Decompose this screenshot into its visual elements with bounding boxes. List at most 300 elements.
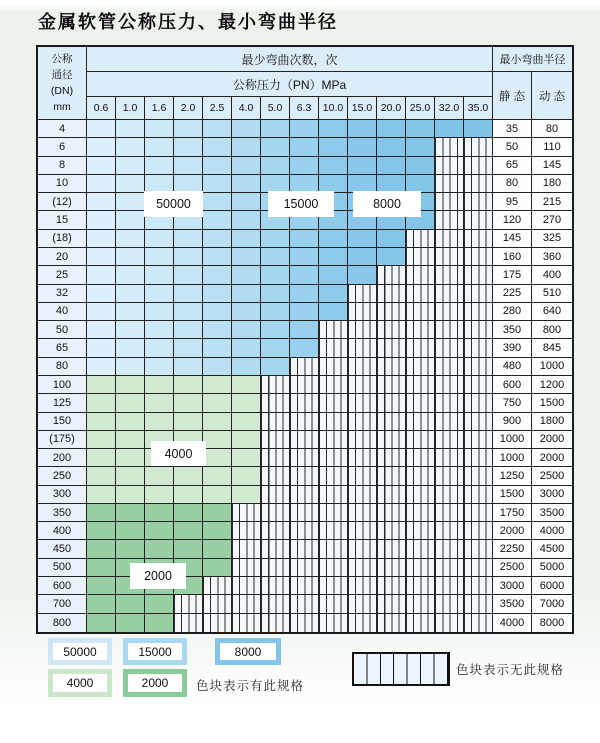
- no-spec-cell: [435, 376, 464, 394]
- table-row: [38, 394, 572, 412]
- no-spec-cell: [232, 522, 261, 540]
- static-radius-cell: 95: [493, 193, 532, 211]
- spec-cell: [116, 248, 145, 266]
- dn-cell: 80: [38, 358, 87, 376]
- spec-cell: [116, 193, 145, 211]
- spec-cell: [174, 358, 203, 376]
- static-radius-cell: 160: [493, 248, 532, 266]
- dn-cell: 250: [38, 467, 87, 485]
- spec-cell: [116, 321, 145, 339]
- spec-cell: [87, 193, 116, 211]
- spec-cell: [261, 285, 290, 303]
- spec-cell: [261, 230, 290, 248]
- spec-cell: [203, 175, 232, 193]
- table-row: [38, 559, 572, 577]
- spec-cell: [232, 486, 261, 504]
- spec-cell: [319, 157, 348, 175]
- static-radius-cell: 3000: [493, 577, 532, 595]
- pressure-col-header: 2.0: [174, 97, 203, 120]
- no-spec-cell: [406, 540, 435, 558]
- spec-cell: [87, 376, 116, 394]
- no-spec-cell: [464, 431, 493, 449]
- pressure-col-header: 1.6: [145, 97, 174, 120]
- no-spec-cell: [290, 577, 319, 595]
- no-spec-cell: [377, 285, 406, 303]
- static-radius-cell: 80: [493, 175, 532, 193]
- no-spec-cell: [435, 157, 464, 175]
- spec-cell: [145, 413, 174, 431]
- no-spec-cell: [464, 321, 493, 339]
- no-spec-cell: [232, 540, 261, 558]
- static-radius-cell: 390: [493, 339, 532, 357]
- no-spec-cell: [348, 486, 377, 504]
- spec-cell: [87, 413, 116, 431]
- no-spec-cell: [203, 614, 232, 632]
- legend-label: 50000: [53, 643, 107, 660]
- spec-cell: [203, 413, 232, 431]
- spec-cell: [116, 376, 145, 394]
- spec-cell: [174, 138, 203, 156]
- no-spec-cell: [290, 394, 319, 412]
- no-spec-cell: [377, 413, 406, 431]
- legend-label: 8000: [220, 643, 276, 660]
- no-spec-cell: [348, 413, 377, 431]
- pressure-col-header: 10.0: [319, 97, 348, 120]
- spec-cell: [203, 431, 232, 449]
- static-radius-cell: 1500: [493, 486, 532, 504]
- corner-line: (DN): [50, 85, 74, 97]
- spec-cell: [145, 175, 174, 193]
- no-spec-cell: [290, 614, 319, 632]
- spec-cell: [116, 522, 145, 540]
- no-spec-cell: [406, 449, 435, 467]
- spec-cell: [87, 248, 116, 266]
- no-spec-cell: [348, 540, 377, 558]
- spec-cell: [232, 138, 261, 156]
- spec-cell: [145, 358, 174, 376]
- no-spec-cell: [406, 431, 435, 449]
- spec-cell: [261, 248, 290, 266]
- no-spec-cell: [377, 504, 406, 522]
- no-spec-cell: [348, 522, 377, 540]
- spec-cell: [203, 248, 232, 266]
- no-spec-cell: [406, 486, 435, 504]
- no-spec-cell: [377, 595, 406, 613]
- corner-line: 公称: [51, 53, 73, 65]
- no-spec-cell: [261, 614, 290, 632]
- no-spec-cell: [464, 486, 493, 504]
- no-spec-cell: [348, 577, 377, 595]
- spec-cell: [87, 504, 116, 522]
- corner-line: 通径: [51, 69, 73, 81]
- dn-cell: 450: [38, 540, 87, 558]
- static-radius-cell: 350: [493, 321, 532, 339]
- no-spec-cell: [435, 467, 464, 485]
- static-radius-cell: 1750: [493, 504, 532, 522]
- spec-cell: [203, 303, 232, 321]
- no-spec-cell: [406, 266, 435, 284]
- no-spec-cell: [435, 211, 464, 229]
- spec-cell: [290, 321, 319, 339]
- no-spec-cell: [406, 413, 435, 431]
- no-spec-cell: [406, 303, 435, 321]
- legend-item-50000: [48, 638, 112, 665]
- spec-cell: [261, 358, 290, 376]
- spec-cell: [232, 339, 261, 357]
- no-spec-cell: [464, 559, 493, 577]
- spec-cell: [116, 211, 145, 229]
- no-spec-cell: [290, 413, 319, 431]
- no-spec-swatch: [352, 652, 450, 686]
- spec-cell: [232, 157, 261, 175]
- no-spec-cell: [435, 248, 464, 266]
- spec-cell: [319, 138, 348, 156]
- table-row: [38, 175, 572, 193]
- spec-cell: [232, 285, 261, 303]
- dn-cell: (12): [38, 193, 87, 211]
- spec-cell: [261, 303, 290, 321]
- spec-cell: [87, 449, 116, 467]
- no-spec-cell: [319, 559, 348, 577]
- spec-cell: [145, 339, 174, 357]
- dynamic-radius-cell: 6000: [532, 577, 572, 595]
- no-spec-cell: [377, 577, 406, 595]
- no-spec-cell: [319, 540, 348, 558]
- static-radius-cell: 1000: [493, 449, 532, 467]
- no-spec-cell: [406, 230, 435, 248]
- no-spec-cell: [348, 467, 377, 485]
- no-spec-cell: [406, 522, 435, 540]
- no-spec-cell: [348, 376, 377, 394]
- legend-item-8000: [215, 638, 281, 665]
- spec-cell: [232, 120, 261, 138]
- no-spec-cell: [290, 504, 319, 522]
- no-spec-cell: [435, 431, 464, 449]
- spec-cell: [116, 175, 145, 193]
- spec-cell: [348, 230, 377, 248]
- spec-cell: [232, 303, 261, 321]
- spec-cell: [116, 413, 145, 431]
- spec-cell: [348, 157, 377, 175]
- dynamic-radius-cell: 1200: [532, 376, 572, 394]
- no-spec-cell: [232, 577, 261, 595]
- dn-cell: 600: [38, 577, 87, 595]
- dynamic-radius-cell: 80: [532, 120, 572, 138]
- spec-cell: [87, 614, 116, 632]
- table-row: [38, 376, 572, 394]
- no-spec-cell: [406, 339, 435, 357]
- spec-cell: [203, 358, 232, 376]
- spec-cell: [319, 120, 348, 138]
- spec-cell: [203, 193, 232, 211]
- legend-item-4000: [48, 669, 112, 697]
- no-spec-cell: [435, 321, 464, 339]
- spec-cell: [203, 285, 232, 303]
- no-spec-cell: [319, 376, 348, 394]
- no-spec-cell: [464, 595, 493, 613]
- spec-cell: [435, 120, 464, 138]
- dn-cell: 32: [38, 285, 87, 303]
- spec-cell: [116, 449, 145, 467]
- spec-cell: [174, 504, 203, 522]
- spec-cell: [145, 157, 174, 175]
- dynamic-radius-cell: 5000: [532, 559, 572, 577]
- dynamic-radius-cell: 8000: [532, 614, 572, 632]
- no-spec-cell: [261, 540, 290, 558]
- spec-cell: [290, 266, 319, 284]
- spec-cell: [348, 175, 377, 193]
- table-row: [38, 413, 572, 431]
- dynamic-radius-cell: 7000: [532, 595, 572, 613]
- dynamic-radius-cell: 4000: [532, 522, 572, 540]
- legend-item-15000: [123, 638, 187, 665]
- dynamic-radius-cell: 640: [532, 303, 572, 321]
- spec-cell: [87, 211, 116, 229]
- no-spec-cell: [261, 431, 290, 449]
- no-spec-cell: [377, 559, 406, 577]
- spec-cell: [290, 175, 319, 193]
- spec-cell: [174, 321, 203, 339]
- spec-cell: [87, 303, 116, 321]
- corner-header: [38, 47, 87, 120]
- no-spec-cell: [319, 614, 348, 632]
- static-radius-cell: 35: [493, 120, 532, 138]
- no-spec-cell: [435, 138, 464, 156]
- table-row: [38, 339, 572, 357]
- table-row: [38, 266, 572, 284]
- table-row: [38, 467, 572, 485]
- spec-cell: [261, 321, 290, 339]
- no-spec-cell: [464, 467, 493, 485]
- static-radius-cell: 120: [493, 211, 532, 229]
- no-spec-cell: [319, 522, 348, 540]
- spec-cell: [87, 540, 116, 558]
- spec-cell: [232, 449, 261, 467]
- spec-cell: [174, 120, 203, 138]
- pressure-col-header: 35.0: [464, 97, 493, 120]
- spec-cell: [116, 614, 145, 632]
- no-spec-cell: [290, 540, 319, 558]
- no-spec-cell: [348, 449, 377, 467]
- spec-cell: [232, 413, 261, 431]
- static-radius-cell: 900: [493, 413, 532, 431]
- dynamic-radius-cell: 145: [532, 157, 572, 175]
- no-spec-cell: [290, 431, 319, 449]
- no-spec-cell: [232, 559, 261, 577]
- no-spec-cell: [261, 413, 290, 431]
- spec-cell: [116, 467, 145, 485]
- spec-cell: [87, 559, 116, 577]
- spec-cell: [174, 266, 203, 284]
- dynamic-radius-cell: 2000: [532, 431, 572, 449]
- no-spec-cell: [435, 577, 464, 595]
- spec-cell: [145, 120, 174, 138]
- spec-cell: [232, 248, 261, 266]
- spec-cell: [174, 394, 203, 412]
- no-spec-cell: [406, 595, 435, 613]
- spec-cell: [232, 321, 261, 339]
- spec-cell: [145, 614, 174, 632]
- no-spec-cell: [406, 358, 435, 376]
- spec-cell: [290, 248, 319, 266]
- no-spec-cell: [174, 595, 203, 613]
- no-spec-cell: [203, 577, 232, 595]
- no-spec-cell: [406, 559, 435, 577]
- spec-cell: [174, 339, 203, 357]
- dynamic-radius-cell: 3000: [532, 486, 572, 504]
- no-spec-cell: [319, 394, 348, 412]
- spec-cell: [290, 157, 319, 175]
- no-spec-cell: [464, 376, 493, 394]
- spec-cell: [145, 285, 174, 303]
- spec-cell: [174, 248, 203, 266]
- no-spec-cell: [435, 504, 464, 522]
- spec-cell: [261, 157, 290, 175]
- no-spec-cell: [261, 394, 290, 412]
- cycle-label-8000: 8000: [354, 192, 420, 216]
- no-spec-cell: [464, 230, 493, 248]
- no-spec-cell: [377, 614, 406, 632]
- spec-cell: [87, 321, 116, 339]
- static-radius-cell: 50: [493, 138, 532, 156]
- spec-cell: [87, 522, 116, 540]
- no-spec-cell: [406, 504, 435, 522]
- dn-cell: 40: [38, 303, 87, 321]
- static-radius-cell: 65: [493, 157, 532, 175]
- dn-cell: 200: [38, 449, 87, 467]
- no-spec-cell: [377, 394, 406, 412]
- spec-cell: [203, 467, 232, 485]
- dn-cell: 800: [38, 614, 87, 632]
- spec-cell: [87, 358, 116, 376]
- dn-cell: 20: [38, 248, 87, 266]
- no-spec-cell: [290, 595, 319, 613]
- dynamic-radius-cell: 110: [532, 138, 572, 156]
- dn-cell: 350: [38, 504, 87, 522]
- no-spec-cell: [319, 339, 348, 357]
- no-spec-cell: [464, 358, 493, 376]
- spec-cell: [377, 138, 406, 156]
- dn-cell: 125: [38, 394, 87, 412]
- spec-cell: [203, 138, 232, 156]
- spec-cell: [145, 540, 174, 558]
- no-spec-cell: [261, 504, 290, 522]
- spec-cell: [406, 138, 435, 156]
- spec-cell: [203, 486, 232, 504]
- no-spec-cell: [406, 577, 435, 595]
- no-spec-cell: [464, 339, 493, 357]
- spec-cell: [203, 120, 232, 138]
- table-row: [38, 449, 572, 467]
- legend-label: 2000: [128, 674, 182, 692]
- spec-cell: [145, 504, 174, 522]
- dynamic-radius-cell: 1800: [532, 413, 572, 431]
- table-row: [38, 248, 572, 266]
- no-spec-cell: [435, 339, 464, 357]
- spec-cell: [261, 138, 290, 156]
- no-spec-cell: [290, 376, 319, 394]
- dn-cell: 15: [38, 211, 87, 229]
- dynamic-radius-cell: 1000: [532, 358, 572, 376]
- dn-cell: 50: [38, 321, 87, 339]
- no-spec-cell: [232, 504, 261, 522]
- table-row: [38, 303, 572, 321]
- no-spec-cell: [319, 577, 348, 595]
- spec-cell: [203, 266, 232, 284]
- spec-cell: [174, 540, 203, 558]
- no-spec-cell: [435, 230, 464, 248]
- legend-label: 4000: [53, 674, 107, 692]
- no-spec-cell: [464, 248, 493, 266]
- spec-cell: [145, 303, 174, 321]
- no-spec-cell: [377, 266, 406, 284]
- cycle-label-2000: 2000: [131, 564, 185, 588]
- spec-cell: [203, 540, 232, 558]
- spec-cell: [203, 339, 232, 357]
- spec-cell: [232, 358, 261, 376]
- spec-cell: [406, 120, 435, 138]
- no-spec-cell: [435, 303, 464, 321]
- no-spec-cell: [406, 467, 435, 485]
- no-spec-cell: [319, 595, 348, 613]
- no-spec-cell: [319, 467, 348, 485]
- spec-table: [36, 45, 574, 634]
- pressure-col-header: 0.6: [87, 97, 116, 120]
- spec-cell: [203, 211, 232, 229]
- no-spec-cell: [406, 285, 435, 303]
- dn-cell: 65: [38, 339, 87, 357]
- no-spec-cell: [464, 157, 493, 175]
- spec-cell: [116, 394, 145, 412]
- table-row: [38, 540, 572, 558]
- spec-cell: [377, 157, 406, 175]
- spec-cell: [174, 376, 203, 394]
- static-radius-cell: 750: [493, 394, 532, 412]
- static-radius-cell: 1000: [493, 431, 532, 449]
- spec-cell: [145, 376, 174, 394]
- spec-cell: [116, 339, 145, 357]
- dn-cell: 300: [38, 486, 87, 504]
- spec-cell: [464, 120, 493, 138]
- no-spec-cell: [232, 595, 261, 613]
- spec-cell: [377, 175, 406, 193]
- spec-cell: [203, 321, 232, 339]
- spec-cell: [290, 285, 319, 303]
- dynamic-radius-cell: 215: [532, 193, 572, 211]
- no-spec-cell: [261, 522, 290, 540]
- spec-cell: [116, 303, 145, 321]
- spec-cell: [116, 266, 145, 284]
- no-spec-cell: [464, 413, 493, 431]
- no-spec-cell: [464, 577, 493, 595]
- dn-cell: 500: [38, 559, 87, 577]
- no-spec-cell: [377, 486, 406, 504]
- no-spec-cell: [464, 266, 493, 284]
- static-radius-cell: 280: [493, 303, 532, 321]
- no-spec-cell: [406, 376, 435, 394]
- spec-cell: [116, 120, 145, 138]
- no-spec-cell: [174, 614, 203, 632]
- dn-cell: 150: [38, 413, 87, 431]
- table-row: [38, 522, 572, 540]
- no-spec-note: 色块表示无此规格: [456, 663, 565, 677]
- spec-cell: [290, 138, 319, 156]
- no-spec-cell: [290, 358, 319, 376]
- pressure-col-header: 6.3: [290, 97, 319, 120]
- spec-cell: [116, 157, 145, 175]
- no-spec-cell: [203, 595, 232, 613]
- no-spec-cell: [261, 486, 290, 504]
